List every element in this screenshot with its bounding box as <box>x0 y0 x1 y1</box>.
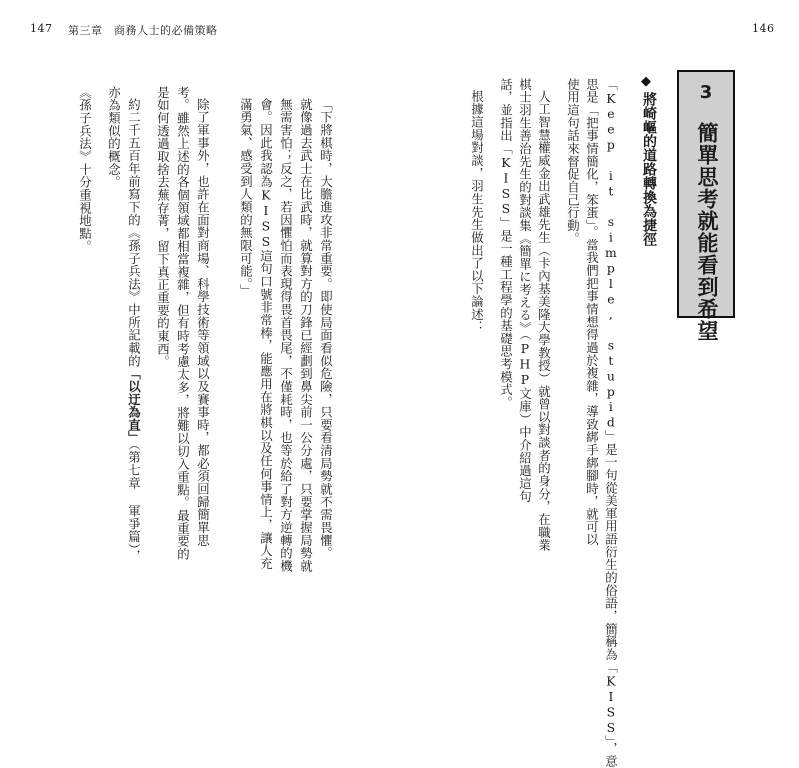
body-column: 是如何透過取捨去蕪存菁，留下真正重要的東西。 <box>155 86 171 369</box>
body-column: 亦為類似的概念。 <box>106 86 122 189</box>
body-text-segment: 約二千五百年前寫下的《孫子兵法》中所記載的 <box>126 98 142 368</box>
quote-column: 無需害怕；反之，若因懼怕而表現得畏首畏尾，不僅耗時，也等於給了對方逆轉的機 <box>278 98 294 573</box>
page-number-left: 147 <box>30 22 53 35</box>
page-number-right: 146 <box>752 22 775 35</box>
section-number: 3 <box>699 82 713 103</box>
body-column: 思是「把事情簡化，笨蛋」。當我們把事情想得過於複雜，導致綁手綁腳時，就可以 <box>584 78 600 547</box>
subheading: 將崎嶇的道路轉換為捷徑 <box>641 92 657 246</box>
body-column <box>126 98 142 563</box>
body-column: 「Keep it simple, stupid」是一句從美軍用語衍生的俗語，簡稱為「KISS」，意 <box>603 78 619 768</box>
body-column: 根據這場對談，羽生先生做出了以下論述： <box>469 90 485 334</box>
section-title-box <box>677 70 735 342</box>
chapter-title: 第三章 商務人士的必備策略 <box>68 24 218 37</box>
body-column: 考。雖然上述的各個領域都相當複雜，但有時考慮太多，將難以切入重點。最重要的 <box>175 86 191 561</box>
quote-column: 「下將棋時，大膽進攻非常重要。即使局面看似危險，只要看清局勢就不需畏懼。 <box>318 98 334 560</box>
quote-column: 會。因此我認為KISS這句口號非常棒，能應用在將棋以及任何事情上，讓人充 <box>258 98 274 570</box>
body-column: 人工智慧權威金出武雄先生（卡內基美隆大學教授）就曾以對談者的身分，在職業 <box>536 90 552 552</box>
body-column: 使用這句話來督促自己行動。 <box>565 78 581 245</box>
body-text-segment: （第七章 軍爭篇）， <box>126 444 142 563</box>
emphasis-term: 「以迂為直」 <box>126 367 142 445</box>
body-column: 棋士羽生善治先生的對談集《簡單に考える》（PHP文庫）中介紹過這句 <box>517 78 533 503</box>
quote-column: 滿勇氣、感受到人類的無限可能。」 <box>238 98 254 297</box>
body-column: 除了軍事外，也許在面對商場、科學技術等領域以及賽事時，都必須回歸簡單思 <box>195 98 211 547</box>
quote-column: 就像過去武士在比武時，就算對方的刀鋒已經劃到鼻尖前一公分處，只要掌握局勢就 <box>298 98 314 573</box>
diamond-icon: ◆ <box>641 74 651 89</box>
body-column: 話，並指出「KISS」是一種工程學的基礎思考模式。 <box>498 78 514 409</box>
body-column: 《孫子兵法》十分重視地點。 <box>77 86 93 253</box>
section-title: 簡單思考就能看到希望 <box>695 122 719 342</box>
